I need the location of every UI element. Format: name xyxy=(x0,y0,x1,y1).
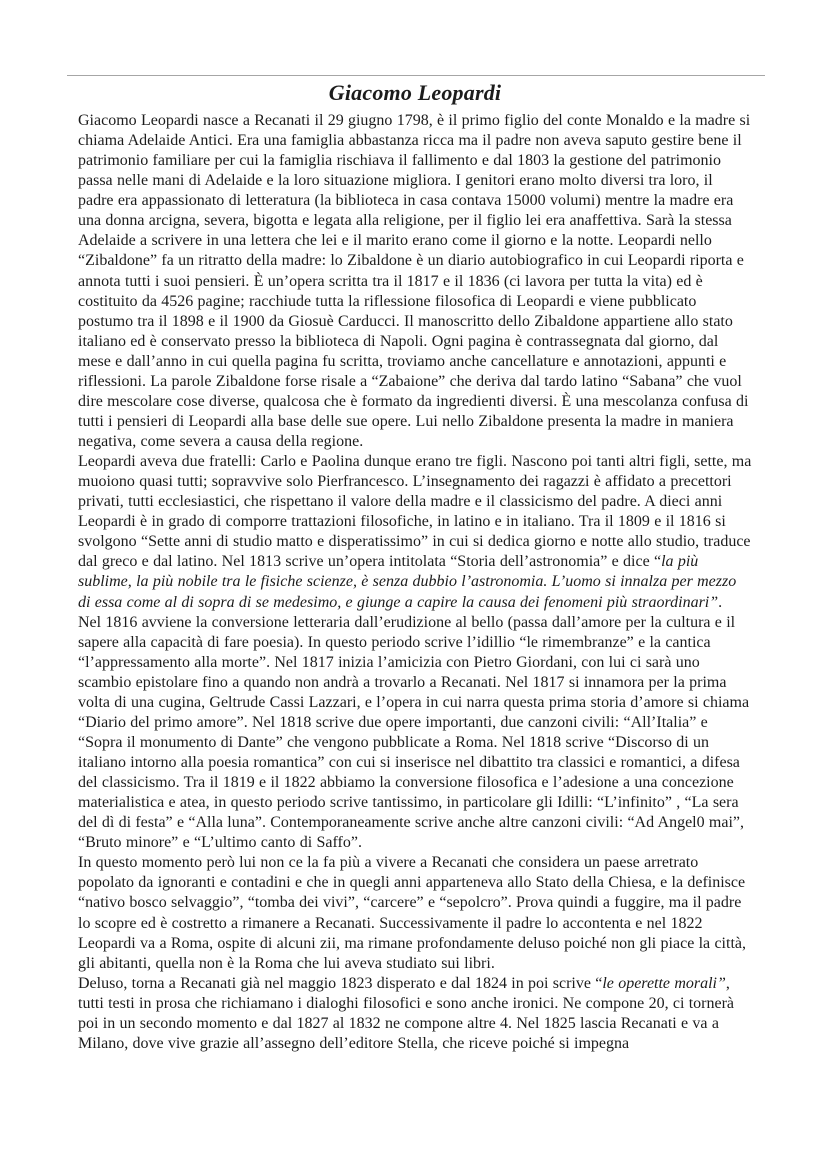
text-run: Deluso, torna a Recanati già nel maggio 1823 disperato e dal 1824 in poi scrive “ xyxy=(78,974,603,992)
paragraph xyxy=(78,974,752,1054)
paragraph xyxy=(78,452,752,613)
document-body xyxy=(78,111,752,1054)
paragraph xyxy=(78,613,752,854)
page-title: Giacomo Leopardi xyxy=(328,80,502,105)
text-run: , tutti testi in prosa che richiamano i dialoghi filosofici e sono anche ironici. Ne compone 20, ci tornerà poi in un secondo momento e dal 1827 al 1832 ne compone altre 4. Nel 1825 lascia Recanati e va a Milano, dove vive grazie all’assegno dell’editore Stella, che riceve poiché si impegna xyxy=(78,974,735,1052)
text-run: la più sublime, la più nobile tra le fisiche scienze, è senza dubbio l’astronomia. L’uomo si innalza per mezzo di essa come al di sopra di se medesimo, e giunge a capire la causa dei fenomeni più straordinari” xyxy=(78,553,737,611)
text-run: Leopardi aveva due fratelli: Carlo e Paolina dunque erano tre figli. Nascono poi tanti altri figli, sette, ma muoiono quasi tutti; sopravvive solo Pierfrancesco. L’insegnamento dei ragazzi è affidato a precettori privati, tutti ecclesiastici, che rispettano il valore della madre e il classicismo del padre. A dieci anni Leopardi è in grado di comporre trattazioni filosofiche, in latino e in italiano. Tra il 1809 e il 1816 si svolgono “Sette anni di studio matto e disperatissimo” in cui si dedica giorno e notte allo studio, traduce dal greco e dal latino. Nel 1813 scrive un’opera intitolata “Storia dell’astronomia” e dice “ xyxy=(78,453,752,571)
paragraph xyxy=(78,111,752,452)
document-content xyxy=(78,80,752,1054)
paragraph xyxy=(78,853,752,973)
text-run: In questo momento però lui non ce la fa più a vivere a Recanati che considera un paese arretrato popolato da ignoranti e contadini e che in quegli anni apparteneva allo Stato della Chiesa, e la definisce “nativo bosco selvaggio”, “tomba dei vivi”, “carcere” e “sepolcro”. Prova quindi a fuggire, ma il padre lo scopre ed è costretto a rimanere a Recanati. Successivamente il padre lo accontenta e nel 1822 Leopardi va a Roma, ospite di alcuni zii, ma rimane profondamente deluso poiché non gli piace la città, gli abitanti, quella non è la Roma che lui aveva studiato sui libri. xyxy=(78,854,746,972)
text-run: le operette morali” xyxy=(602,974,726,992)
text-run: Giacomo Leopardi nasce a Recanati il 29 giugno 1798, è il primo figlio del conte Monaldo e la madre si chiama Adelaide Antici. Era una famiglia abbastanza ricca ma il padre non aveva saputo gestire bene il patrimonio familiare per cui la famiglia rischiava il fallimento e dal 1803 la gestione del patrimonio passa nelle mani di Adelaide e la loro situazione migliora. I genitori erano molto diversi tra loro, il padre era appassionato di letteratura (la biblioteca in casa contava 15000 volumi) mentre la madre era una donna arcigna, severa, bigotta e legata alla religione, per il figlio lei era anaffettiva. Sarà la stessa Adelaide a scrivere in una lettera che lei e il marito erano come il giorno e la notte. Leopardi nello “Zibaldone” fa un ritratto della madre: lo Zibaldone è un diario autobiografico in cui Leopardi riporta e annota tutti i suoi pensieri. È un’opera scritta tra il 1817 e il 1836 (ci lavora per tutta la vita) ed è costituito da 4526 pagine; racchiude tutta la riflessione filosofica di Leopardi e viene pubblicato postumo tra il 1898 e il 1900 da Giosuè Carducci. Il manoscritto dello Zibaldone appartiene allo stato italiano ed è conservato presso la biblioteca di Napoli. Ogni pagina è contrassegnata dal giorno, dal mese e dall’anno in cui quella pagina fu scritta, troviamo anche cancellature e annotazioni, appunti e riflessioni. La parole Zibaldone forse risale a “Zabaione” che deriva dal tardo latino “Sabana” che vuol dire mescolare cose diverse, qualcosa che è formato da ingredienti diversi. È una mescolanza confusa di tutti i pensieri di Leopardi alla base delle sue opere. Lui nello Zibaldone presenta la madre in maniera negativa, come severa a causa della regione. xyxy=(78,112,751,450)
header-divider xyxy=(67,75,765,76)
text-run: . xyxy=(718,593,723,611)
text-run: Nel 1816 avviene la conversione letteraria dall’erudizione al bello (passa dall’amore per la cultura e il sapere alla capacità di fare poesia). In questo periodo scrive l’idillio “le rimembranze” e la cantica “l’appressamento alla morte”. Nel 1817 inizia l’amicizia con Pietro Giordani, con lui ci sarà uno scambio epistolare fino a quando non andrà a trovarlo a Recanati. Nel 1817 si innamora per la prima volta di una cugina, Geltrude Cassi Lazzari, e l’opera in cui narra questa prima storia d’amore si chiama “Diario del primo amore”. Nel 1818 scrive due opere importanti, due canzoni civili: “All’Italia” e “Sopra il monumento di Dante” che vengono pubblicate a Roma. Nel 1818 scrive “Discorso di un italiano intorno alla poesia romantica” con cui si inserisce nel dibattito tra classici e romantici, a difesa del classicismo. Tra il 1819 e il 1822 abbiamo la conversione filosofica e l’adesione a una concezione materialistica e atea, in questo periodo scrive tantissimo, in particolare gli Idilli: “L’infinito” , “La sera del dì di festa” e “Alla luna”. Contemporaneamente scrive anche altre canzoni civili: “Ad Angel0 mai”, “Bruto minore” e “L’ultimo canto di Saffo”. xyxy=(78,613,750,852)
